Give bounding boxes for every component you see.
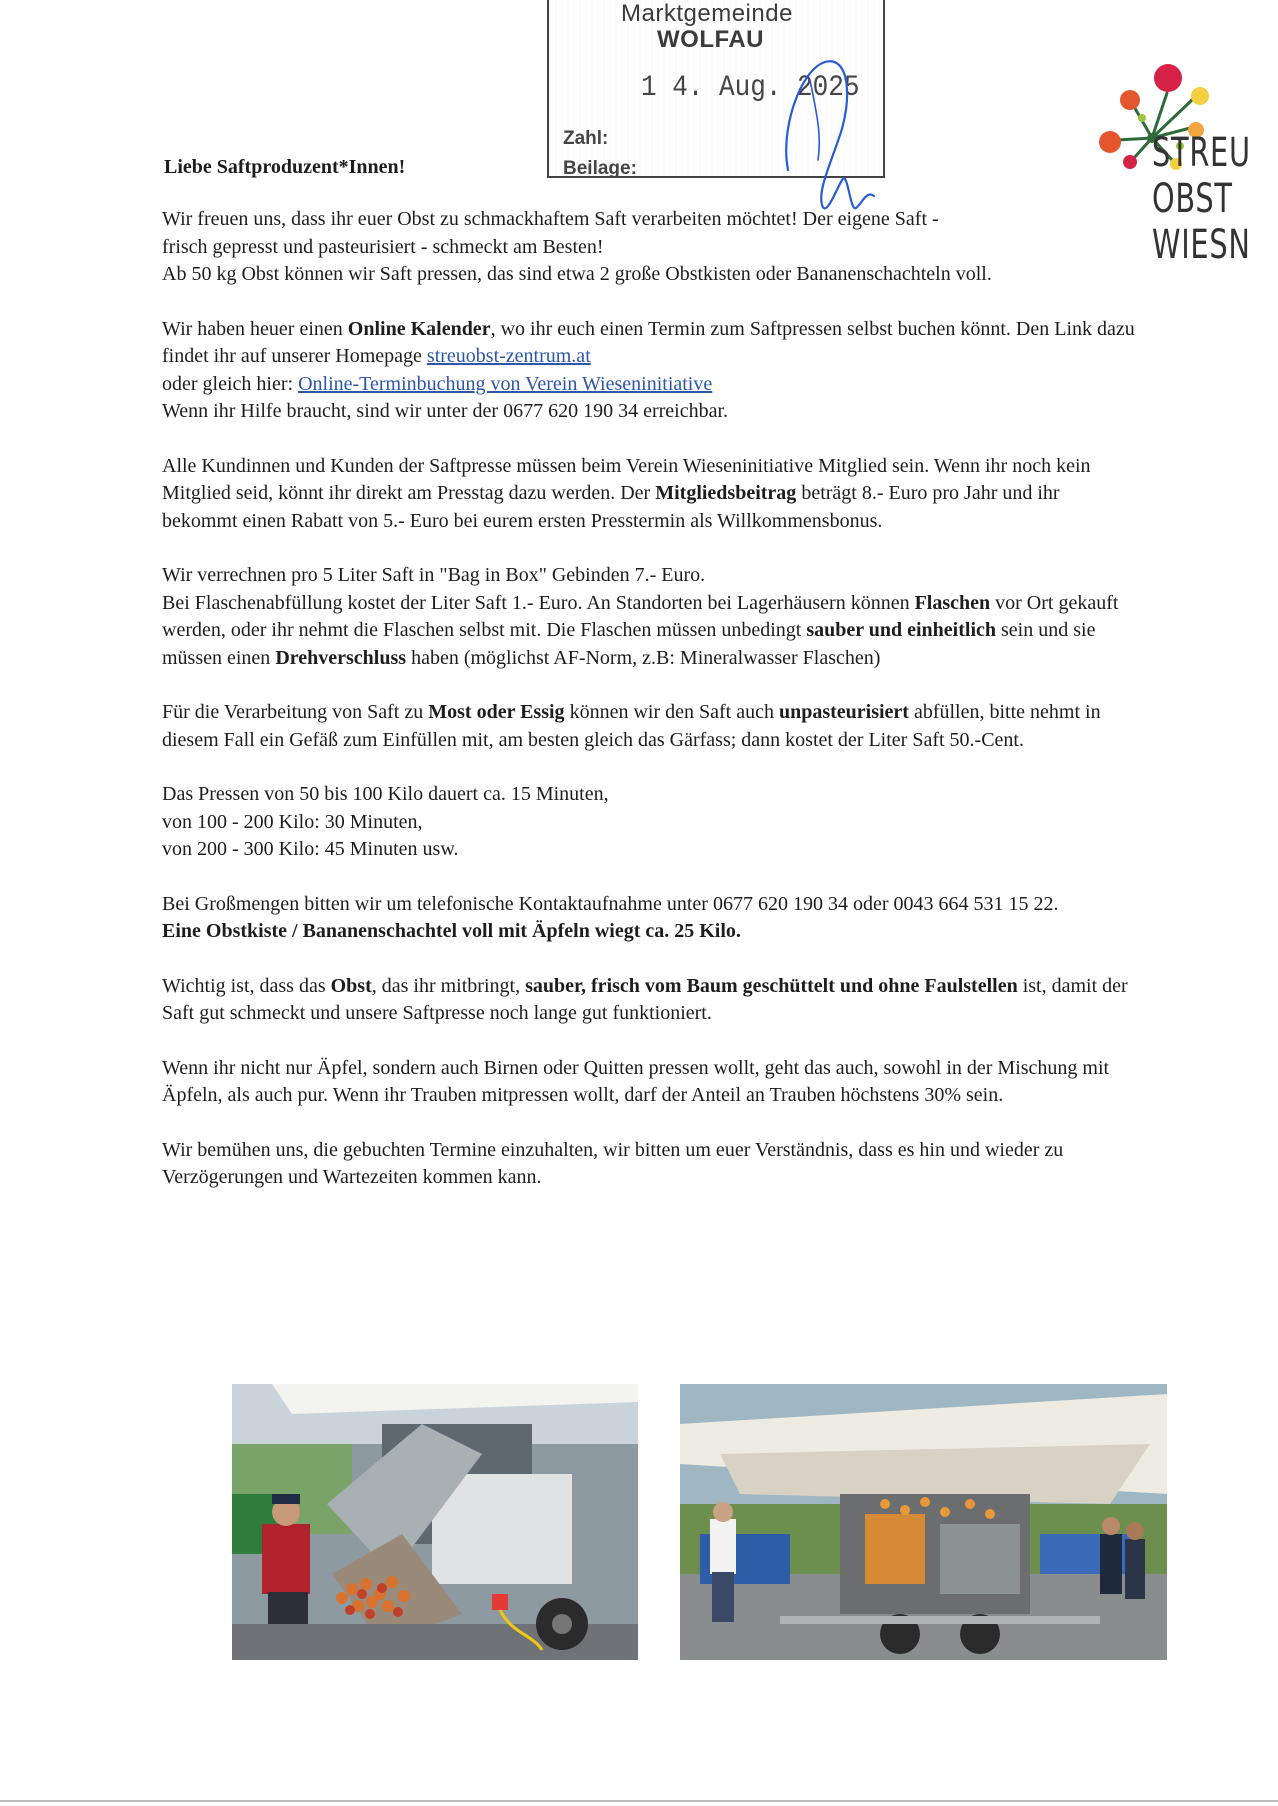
paragraph-prices [162,562,1137,672]
paragraph-delays: Wir bemühen uns, die gebuchten Termine einzuhalten, wir bitten um euer Verständnis, dass es hin und wieder zu Verzögerungen und Wartezeiten kommen kann. [162,1138,1064,1188]
stamp-municipality-label: Marktgemeinde [621,0,793,27]
paragraph-membership [162,453,1137,536]
paragraph-durations [162,781,1137,864]
stamp-beilage-label: Beilage: [563,158,637,179]
handwritten-signature [770,40,890,230]
membership-text-bold: Mitgliedsbeitrag [655,482,797,504]
online-booking-link[interactable]: Online-Terminbuchung von Verein Wieseninitiative [298,372,713,395]
calendar-text-pre: Wir haben heuer einen [162,317,348,340]
prices-bold-drehverschluss: Drehverschluss [275,646,407,669]
logo-word-obst: OBST [1152,176,1233,222]
logo-word-wiesn: WIESN [1152,222,1251,268]
quality-text-post: ist, damit der Saft gut schmeckt und unsere Saftpresse noch lange gut funktioniert. [162,974,1128,1024]
homepage-link[interactable]: streuobst-zentrum.at [426,345,591,367]
scan-bottom-edge [0,1800,1278,1802]
calendar-text-post: , wo ihr euch einen Termin zum Saftpressen selbst buchen könnt. Den Link dazu findet ihr auf unserer Homepage [162,317,1135,367]
help-line: Wenn ihr Hilfe braucht, sind wir unter der 0677 620 190 34 erreichbar. [162,400,729,422]
calendar-text-bold: Online Kalender [347,317,491,340]
duration-line-1: Das Pressen von 50 bis 100 Kilo dauert ca. 15 Minuten, [162,783,609,805]
intro-line-1: Wir freuen uns, dass ihr euer Obst zu schmackhaftem Saft verarbeiten möchtet! Der eigene Saft - [162,208,939,230]
prices-text-pre: Bei Flaschenabfüllung kostet der Liter Saft 1.- Euro. An Standorten bei Lagerhäusern können [162,591,915,614]
prices-bold-flaschen: Flaschen [914,591,991,614]
stamp-municipality-name: WOLFAU [657,26,764,53]
quality-text-mid: , das ihr mitbringt, [371,974,526,997]
prices-line-1: Wir verrechnen pro 5 Liter Saft in "Bag in Box" Gebinden 7.- Euro. [162,564,706,586]
most-bold-1: Most oder Essig [428,701,565,723]
quality-bold-1: Obst [330,974,372,997]
prices-text-mid2: sein und sie müssen einen [162,619,1096,669]
photo-mobile-press-trailer [680,1384,1167,1660]
paragraph-large-quantities [162,891,1137,946]
paragraph-fruit-quality [162,973,1137,1028]
most-text-post: abfüllen, bitte nehmt in diesem Fall ein Gefäß zum Einfüllen mit, am besten gleich das Gärfass; dann kostet der Liter Saft 50.-Cent. [162,701,1101,751]
quality-bold-2: sauber, frisch vom Baum geschüttelt und ohne Faulstellen [525,974,1018,997]
quality-text-pre: Wichtig ist, dass das [162,974,331,997]
intro-line-2: frisch gepresst und pasteurisiert - schmeckt am Besten! [162,235,604,258]
paragraph-online-calendar [162,316,1137,426]
stamp-zahl-label: Zahl: [563,128,609,149]
duration-line-3: von 200 - 300 Kilo: 45 Minuten usw. [162,838,459,860]
most-bold-2: unpasteurisiert [778,701,909,723]
prices-bold-sauber: sauber und einheitlich [806,619,997,641]
paragraph-most-essig [162,699,1137,754]
photo-apple-sorting [232,1384,638,1660]
paragraph-other-fruit: Wenn ihr nicht nur Äpfel, sondern auch Birnen oder Quitten pressen wollt, geht das auch, sowohl in der Mischung mit Äpfeln, als auch pur. Wenn ihr Trauben mitpressen wollt, darf der Anteil an Trauben höchstens 30% sein. [162,1056,1110,1106]
booking-line-pre: oder gleich hier: [162,372,299,395]
quantities-line-1: Bei Großmengen bitten wir um telefonische Kontaktaufnahme unter 0677 620 190 34 oder 0043 664 531 15 22. [162,892,1059,915]
quantities-bold-line: Eine Obstkiste / Bananenschachtel voll mit Äpfeln wiegt ca. 25 Kilo. [162,920,741,942]
prices-text-mid1: vor Ort gekauft werden, oder ihr nehmt die Flaschen selbst mit. Die Flaschen müssen unbedingt [162,591,1119,641]
most-text-mid: können wir den Saft auch [564,701,779,723]
duration-line-2: von 100 - 200 Kilo: 30 Minuten, [162,810,423,833]
paragraph-intro [162,206,1137,289]
most-text-pre: Für die Verarbeitung von Saft zu [162,701,429,723]
letter-body [162,206,1137,1192]
membership-text-post: beträgt 8.- Euro pro Jahr und ihr bekommt einen Rabatt von 5.- Euro bei eurem ersten Presstermin als Willkommensbonus. [162,482,1060,532]
intro-line-3: Ab 50 kg Obst können wir Saft pressen, das sind etwa 2 große Obstkisten oder Bananenschachteln voll. [162,263,992,285]
logo-word-streu: STREU [1152,130,1251,176]
letter-salutation: Liebe Saftproduzent*Innen! [164,156,406,178]
stamp-date: 1 4. Aug. 2025 [641,69,860,105]
membership-text-pre: Alle Kundinnen und Kunden der Saftpresse müssen beim Verein Wieseninitiative Mitglied sein. Wenn ihr noch kein Mitglied seid, könnt ihr direkt am Presstag dazu werden. Der [162,454,1091,504]
prices-text-post: haben (möglichst AF-Norm, z.B: Mineralwasser Flaschen) [406,646,881,669]
